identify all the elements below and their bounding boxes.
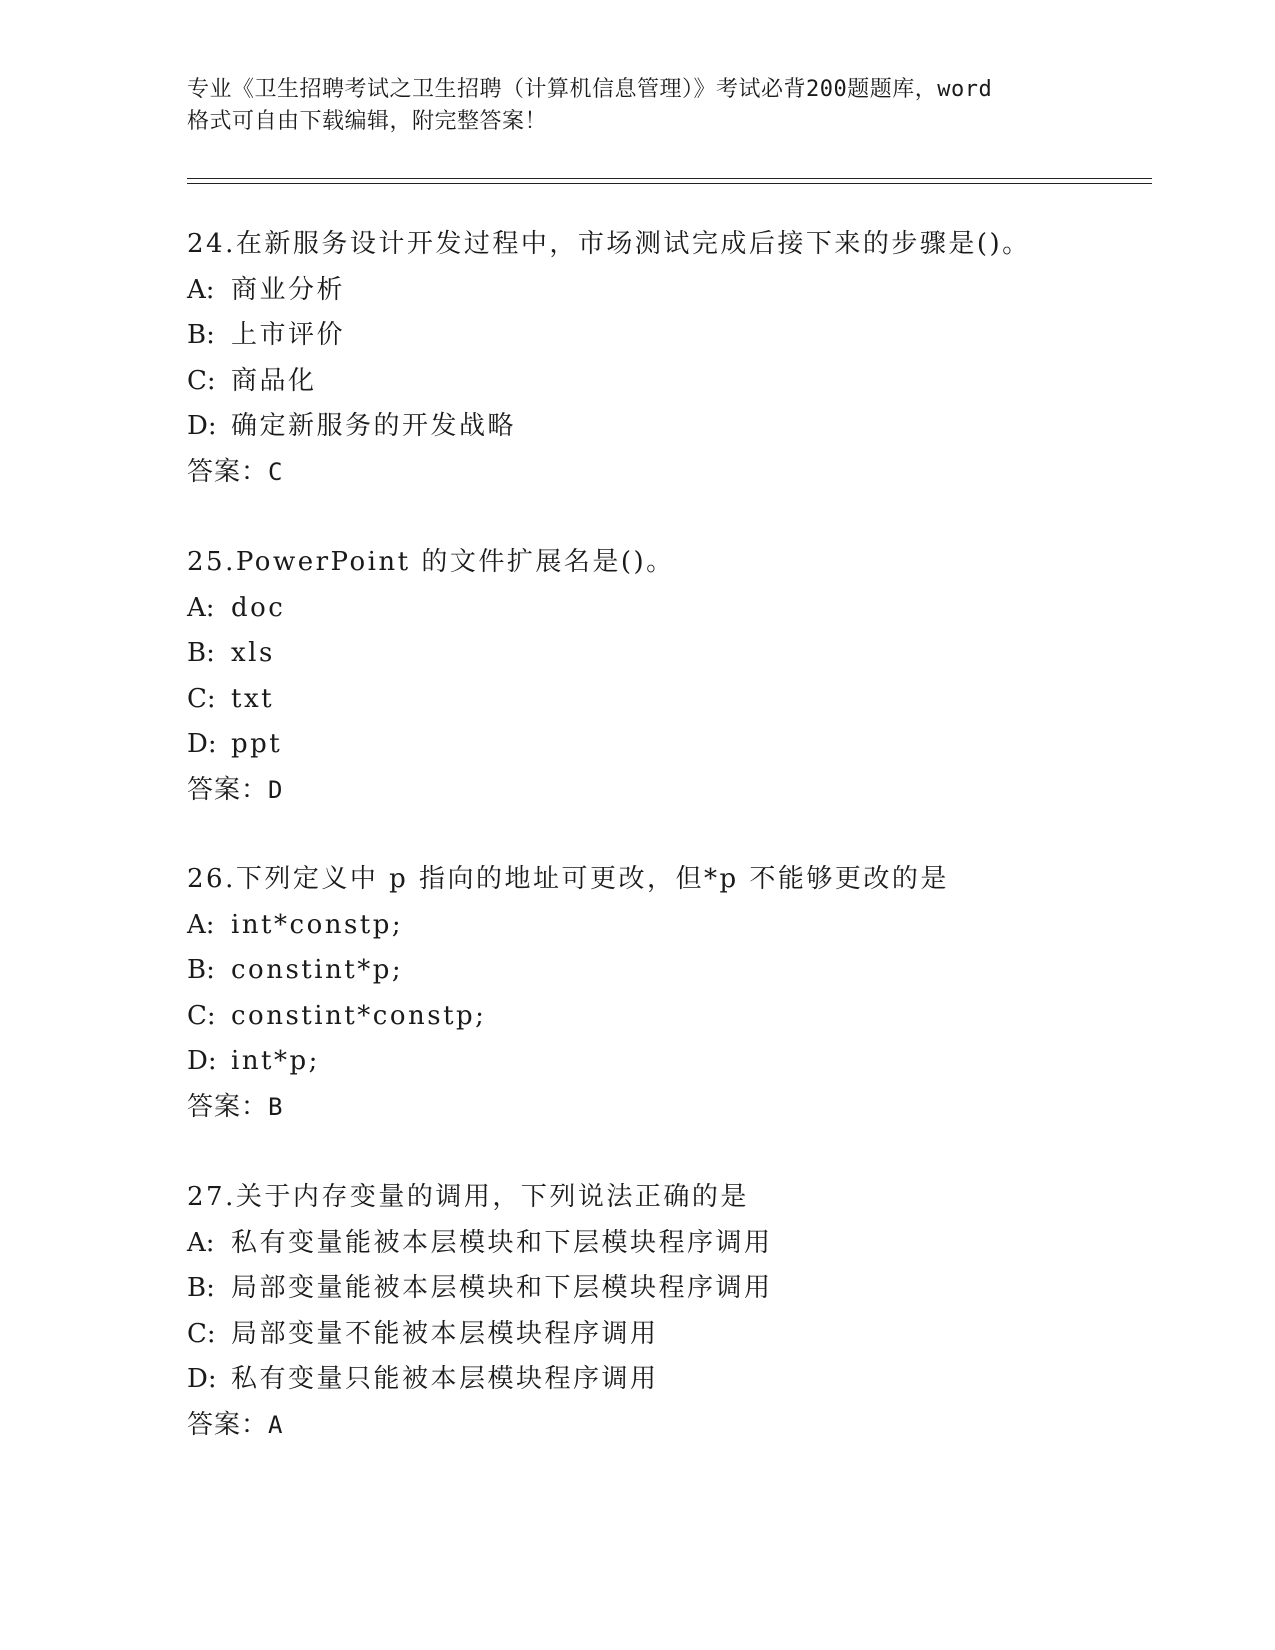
question-stem: 25.PowerPoint 的文件扩展名是()。 (187, 547, 675, 577)
question-24 (187, 222, 1147, 495)
answer-line (187, 1403, 1147, 1449)
answer-value: A (268, 1410, 284, 1439)
option-b (187, 631, 1147, 677)
option-text: 私有变量能被本层模块和下层模块程序调用 (231, 1227, 773, 1258)
header-divider-top (187, 178, 1152, 179)
question-25 (187, 540, 1147, 813)
option-letter: C: (187, 365, 216, 396)
option-text: constint*p; (231, 955, 404, 985)
question-stem: 24.在新服务设计开发过程中，市场测试完成后接下来的步骤是()。 (187, 229, 1031, 259)
option-text: 商品化 (231, 365, 317, 396)
option-text: 局部变量不能被本层模块程序调用 (231, 1318, 659, 1349)
option-text: int*p; (231, 1046, 320, 1076)
question-stem: 26.下列定义中 p 指向的地址可更改，但*p 不能够更改的是 (187, 864, 949, 894)
option-text: 上市评价 (231, 320, 346, 350)
option-letter: C: (187, 1000, 216, 1031)
option-b (187, 1266, 1147, 1312)
option-text: doc (231, 592, 286, 623)
option-letter: A: (187, 909, 215, 940)
option-d (187, 1039, 1147, 1085)
answer-value: C (268, 457, 284, 486)
option-letter: D: (187, 1046, 217, 1076)
header-line-2: 格式可自由下载编辑，附完整答案！ (187, 109, 548, 134)
header-line-1: 专业《卫生招聘考试之卫生招聘（计算机信息管理）》考试必背200题题库，word (187, 77, 993, 102)
option-letter: A: (187, 1227, 215, 1258)
option-b (187, 313, 1147, 359)
option-text: 局部变量能被本层模块和下层模块程序调用 (231, 1273, 773, 1303)
option-letter: B: (187, 955, 215, 985)
answer-value: D (268, 775, 284, 804)
header-divider-bottom (187, 183, 1152, 184)
option-text: 商业分析 (231, 274, 346, 305)
option-d (187, 404, 1147, 450)
question-26 (187, 857, 1147, 1130)
question-27 (187, 1175, 1147, 1448)
option-a (187, 586, 1147, 632)
option-letter: A: (187, 592, 215, 623)
option-text: ppt (231, 729, 283, 759)
option-letter: C: (187, 683, 216, 714)
option-b (187, 948, 1147, 994)
option-c (187, 994, 1147, 1040)
option-a (187, 268, 1147, 314)
option-d (187, 722, 1147, 768)
option-text: 私有变量只能被本层模块程序调用 (231, 1364, 659, 1394)
option-a (187, 1221, 1147, 1267)
option-letter: D: (187, 411, 217, 441)
option-letter: C: (187, 1318, 216, 1349)
question-stem: 27.关于内存变量的调用，下列说法正确的是 (187, 1182, 749, 1212)
option-letter: D: (187, 729, 217, 759)
option-letter: B: (187, 1273, 215, 1303)
document-header (187, 74, 1087, 138)
option-letter: B: (187, 638, 215, 668)
option-text: txt (231, 683, 275, 714)
answer-value: B (268, 1092, 284, 1121)
option-letter: B: (187, 320, 215, 350)
answer-label: 答案： (187, 456, 269, 487)
option-letter: A: (187, 274, 215, 305)
option-text: xls (231, 638, 275, 668)
option-c (187, 359, 1147, 405)
option-d (187, 1357, 1147, 1403)
option-a (187, 903, 1147, 949)
answer-label: 答案： (187, 1091, 269, 1122)
option-c (187, 1312, 1147, 1358)
option-letter: D: (187, 1364, 217, 1394)
answer-label: 答案： (187, 1409, 269, 1440)
answer-line (187, 768, 1147, 814)
option-text: 确定新服务的开发战略 (231, 411, 517, 441)
option-text: int*constp; (231, 909, 404, 940)
option-c (187, 677, 1147, 723)
answer-line (187, 450, 1147, 496)
answer-line (187, 1085, 1147, 1131)
option-text: constint*constp; (231, 1000, 487, 1031)
answer-label: 答案： (187, 774, 269, 805)
